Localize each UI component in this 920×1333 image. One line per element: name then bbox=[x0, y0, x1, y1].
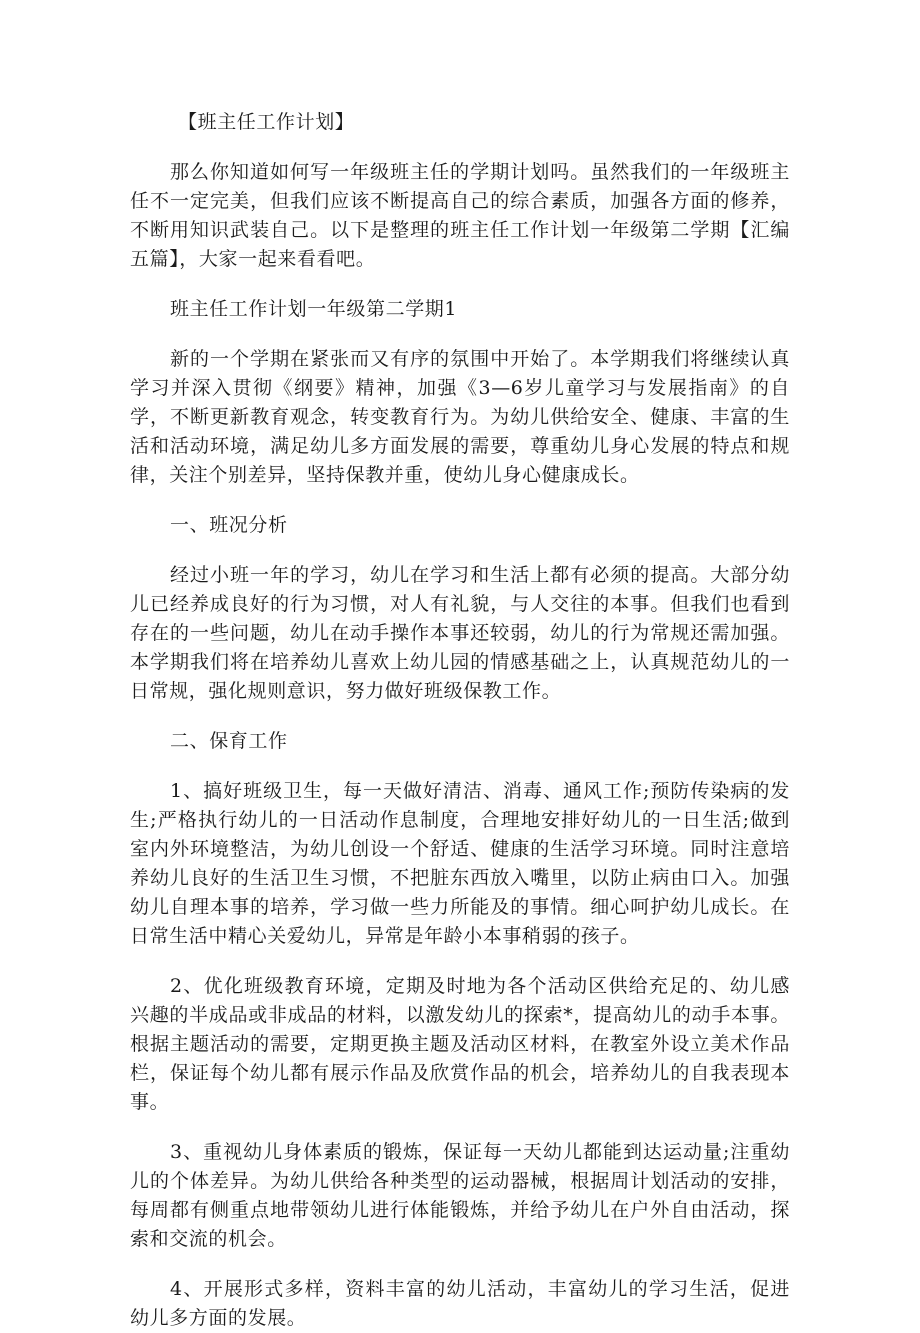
childcare-item-3: 3、重视幼儿身体素质的锻炼，保证每一天幼儿都能到达运动量;注重幼儿的个体差异。为幼儿供给各种类型的运动器械，根据周计划活动的安排，每周都有侧重点地带领幼儿进行体能锻炼，并给予幼儿在户外自由活动，探索和交流的机会。 bbox=[130, 1141, 790, 1250]
document-body bbox=[130, 108, 790, 1333]
childcare-item-2: 2、优化班级教育环境，定期及时地为各个活动区供给充足的、幼儿感兴趣的半成品或非成品的材料，以激发幼儿的探索*，提高幼儿的动手本事。根据主题活动的需要，定期更换主题及活动区材料，在教室外设立美术作品栏，保证每个幼儿都有展示作品及欣赏作品的机会，培养幼儿的自我表现本事。 bbox=[130, 975, 790, 1113]
heading-class-analysis: 一、班况分析 bbox=[170, 514, 288, 536]
childcare-item-1: 1、搞好班级卫生，每一天做好清洁、消毒、通风工作;预防传染病的发生;严格执行幼儿的一日活动作息制度，合理地安排好幼儿的一日生活;做到室内外环境整洁，为幼儿创设一个舒适、健康的生活学习环境。同时注意培养幼儿良好的生活卫生习惯，不把脏东西放入嘴里，以防止病由口入。加强幼儿自理本事的培养，学习做一些力所能及的事情。细心呵护幼儿成长。在日常生活中精心关爱幼儿，异常是年龄小本事稍弱的孩子。 bbox=[130, 780, 790, 947]
class-analysis-paragraph: 经过小班一年的学习，幼儿在学习和生活上都有必须的提高。大部分幼儿已经养成良好的行为习惯，对人有礼貌，与人交往的本事。但我们也看到存在的一些问题，幼儿在动手操作本事还较弱，幼儿的行为常规还需加强。本学期我们将在培养幼儿喜欢上幼儿园的情感基础之上，认真规范幼儿的一日常规，强化规则意识，努力做好班级保教工作。 bbox=[130, 564, 790, 702]
section-intro-paragraph: 新的一个学期在紧张而又有序的氛围中开始了。本学期我们将继续认真学习并深入贯彻《纲要》精神，加强《3—6岁儿童学习与发展指南》的自学，不断更新教育观念，转变教育行为。为幼儿供给安全、健康、丰富的生活和活动环境，满足幼儿多方面发展的需要，尊重幼儿身心发展的特点和规律，关注个别差异，坚持保教并重，使幼儿身心健康成长。 bbox=[130, 348, 790, 486]
intro-paragraph: 那么你知道如何写一年级班主任的学期计划吗。虽然我们的一年级班主任不一定完美，但我们应该不断提高自己的综合素质，加强各方面的修养，不断用知识武装自己。以下是整理的班主任工作计划一年级第二学期【汇编五篇】，大家一起来看看吧。 bbox=[130, 161, 790, 270]
section-title: 班主任工作计划一年级第二学期1 bbox=[170, 298, 458, 320]
document-title: 【班主任工作计划】 bbox=[178, 111, 355, 133]
childcare-item-4: 4、开展形式多样，资料丰富的幼儿活动，丰富幼儿的学习生活，促进幼儿多方面的发展。 bbox=[130, 1278, 790, 1329]
heading-childcare-work: 二、保育工作 bbox=[170, 730, 288, 752]
